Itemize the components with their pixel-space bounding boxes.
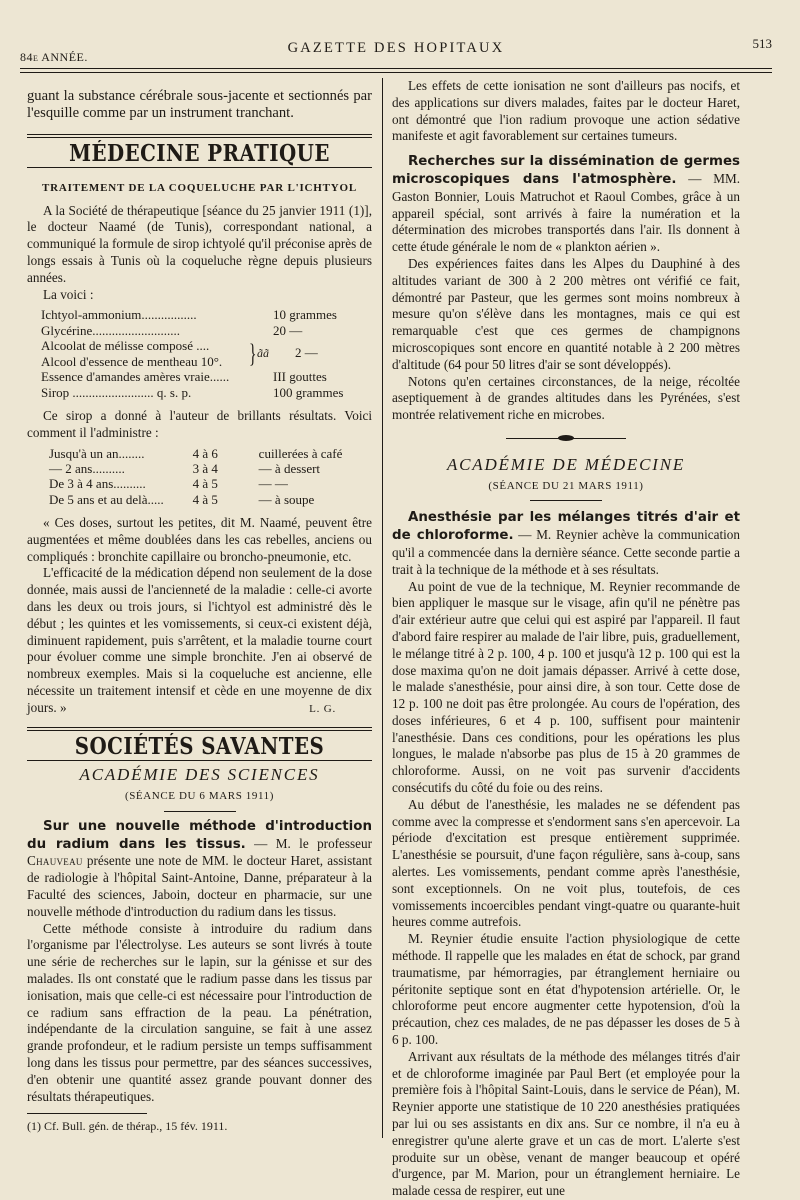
header-rule-thin bbox=[20, 72, 772, 73]
recipe-quantity: III gouttes bbox=[273, 369, 327, 385]
header-rule-thick bbox=[20, 68, 772, 69]
article-paragraph: « Ces doses, surtout les petites, dit M. Naamé, peuvent être augmentées et même doublées dans les cas rebelles, anciens ou compliqués : bronchite capillaire ou broncho-pneumonie, etc. bbox=[27, 515, 372, 564]
article-text: présente une note de MM. le docteur Haret, assistant de radiologie à l'hôpital Saint-Antoine, Danne, préparateur à la Faculté des sciences, Jaboin, docteur en pharmacie, sur une nouvelle méthode d'introduction du radium dans les tissus. bbox=[27, 853, 372, 919]
short-rule bbox=[164, 811, 236, 812]
article-text: — MM. Gaston Bonnier, Louis Matruchot et Raoul Combes, grâce à un appareil spécial, sont arrivés à faire la numération et la détermination des microbes transportés dans l'air. Ils donnent à cette étude générale le nom de « plankton aérien ». bbox=[392, 170, 740, 255]
dosage-unit: cuillerées à café bbox=[258, 445, 343, 461]
academy-heading-medecine: ACADÉMIE DE MÉDECINE bbox=[446, 454, 686, 474]
recipe-ingredient: Glycérine........................... bbox=[41, 322, 181, 338]
article-text: — M. Reynier achève la communication qu'il a commencée dans la dernière séance. Cette seconde partie a trait à la technique de la méthode et à ses résultats. bbox=[392, 527, 740, 577]
dosage-unit: — — bbox=[258, 476, 288, 492]
article-paragraph: Les effets de cette ionisation ne sont d'ailleurs pas nocifs, et des applications sur divers malades, faites par le docteur Haret, ont démontré que l'ion radium provoque une action sédative manifeste et agit favorablement sur certaines tumeurs. bbox=[392, 78, 740, 144]
recipe-row bbox=[41, 307, 372, 322]
article-paragraph bbox=[392, 153, 740, 256]
page-number: 513 bbox=[752, 36, 772, 51]
article-title-radium: Sur une nouvelle méthode d'introduction du radium dans les tissus. bbox=[27, 818, 372, 852]
recipe-quantity: 100 grammes bbox=[273, 384, 344, 400]
short-rule bbox=[530, 500, 602, 501]
seance-date: (SÉANCE DU 6 MARS 1911) bbox=[124, 790, 275, 803]
article-paragraph: Ce sirop a donné à l'auteur de brillants résultats. Voici comment il l'administre : bbox=[27, 407, 372, 440]
article-paragraph bbox=[392, 509, 740, 578]
recipe-row bbox=[41, 385, 372, 400]
section-rule bbox=[27, 727, 372, 731]
article-paragraph: Des expériences faites dans les Alpes du Dauphiné à des altitudes variant de 300 à 2 200 mètres ont vérifié ce fait, démontré par Pasteur, que les germes sont moins nombreux à mesure qu'on s'élève dans les montagnes, mais ce qui est remarquable c'est que ces germes de champignons microscopiques sont encore en quantité notable à 2 200 mètres d'altitude (64 pour 50 litres d'air se sont développés). bbox=[392, 255, 740, 372]
dosage-age: Jusqu'à un an........ bbox=[49, 445, 145, 461]
recipe-ingredient: Ichtyol-ammonium................. bbox=[41, 307, 197, 323]
dosage-amount: 4 à 6 bbox=[192, 445, 218, 461]
article-paragraph: Notons qu'en certaines circonstances, de la neige, récoltée aseptiquement à de grandes altitudes dans les Pyrénées, s'est montrée relativement riche en microbes. bbox=[392, 373, 740, 423]
article-paragraph: Cette méthode consiste à introduire du radium dans l'organisme par l'électrolyse. Les auteurs se sont livrés à toute une série de recherches sur le lapin, sur la génisse et sur des malades. Ils ont constaté que le radium passe dans les tissus par ionisation, mais que celle-ci est nécessaire pour l'introduction de ce radium sans effraction de la peau. La pénétration, indépendante de la circulation sanguine, se fait à une assez grande profondeur, et le radium persiste un temps suffisamment long dans les tissus pour permettre, par des séances successives, d'en obtenir une quantité assez grande pouvant donner des résultats thérapeutiques. bbox=[27, 920, 372, 1104]
recipe-ingredient: Essence d'amandes amères vraie...... bbox=[41, 369, 230, 385]
article-paragraph: A la Société de thérapeutique [séance du 25 janvier 1911 (1)], le docteur Naamé (de Tunis), correspondant national, a communiqué la formule de sirop ichtyolé qu'il préconise après de longs essais à Tunis où la coqueluche règne depuis plusieurs années. bbox=[27, 202, 372, 285]
recipe-dd: ãã bbox=[257, 346, 269, 361]
dosage-table bbox=[49, 446, 372, 508]
dosage-row bbox=[49, 446, 372, 461]
article-title-germes: Recherches sur la dissémination de germes microscopiques dans l'atmosphère. bbox=[392, 154, 740, 187]
section-title-societes-savantes: SOCIÉTÉS SAVANTES bbox=[74, 733, 325, 761]
recipe-ingredient: Alcoolat de mélisse composé .... bbox=[41, 338, 210, 354]
dosage-amount: 4 à 5 bbox=[192, 491, 218, 507]
author-signature: L. G. bbox=[309, 702, 336, 715]
article-title-anesthesie: Anesthésie par les mélanges titrés d'air et de chloroforme. bbox=[392, 510, 740, 544]
recipe-ingredient: Sirop ......................... q. s. p. bbox=[41, 384, 192, 400]
recipe-brace-group bbox=[41, 338, 372, 369]
year-label: 84e ANNÉE. bbox=[20, 50, 88, 64]
author-name: Chauveau bbox=[27, 853, 83, 869]
dosage-row bbox=[49, 492, 372, 507]
brace-symbol: } bbox=[249, 338, 257, 368]
section-rule bbox=[27, 134, 372, 138]
dosage-row bbox=[49, 476, 372, 491]
ornament-divider bbox=[392, 432, 740, 449]
seance-date: (SÉANCE DU 21 MARS 1911) bbox=[488, 479, 644, 492]
article-paragraph: L'efficacité de la médication dépend non seulement de la dose donnée, mais aussi de l'ancienneté de la maladie : celle-ci avorte dans les deux ou trois jours, si l'ichtyol est administré dès le début ; les quintes et les vomissements, si ceux-ci existent déjà, diminuent rapidement, puis s'arrêtent, et la maladie tourne court pour évoluer comme une simple bronchite. J'en ai observé de nombreux exemples. Mais si la coqueluche est ancienne, elle nécessite un traitement intensif et cède en une moyenne de dix jours. » bbox=[27, 565, 372, 715]
article-title-coqueluche: TRAITEMENT DE LA COQUELUCHE PAR L'ICHTYOL bbox=[41, 181, 358, 194]
article-paragraph: Au début de l'anesthésie, les malades ne se défendent pas comme avec la compresse et s'endorment sans s'en apercevoir. La période d'excitation est presque entièrement supprimée. L'anesthésie se poursuit, d'une façon régulière, sans à-coup, sans alertes. Les vomissements, pendant comme après l'anesthésie, sont exceptionnels. On ne voit plus, toutefois, de ces vomissements incoercibles pendant vingt-quatre ou quarante-huit heures comme autrefois. bbox=[392, 796, 740, 930]
dosage-row bbox=[49, 461, 372, 476]
recipe-formula bbox=[41, 307, 372, 400]
recipe-quantity: 2 — bbox=[295, 345, 318, 361]
dosage-age: — 2 ans.......... bbox=[49, 460, 125, 476]
dosage-amount: 4 à 5 bbox=[192, 476, 218, 492]
footnote: (1) Cf. Bull. gén. de thérap., 15 fév. 1911. bbox=[27, 1119, 228, 1134]
article-paragraph: M. Reynier étudie ensuite l'action physiologique de cette méthode. Il rappelle que les malades en état de schock, par grand traumatisme, par hémorragies, par étranglement herniaire ou péritonite septique sont en état d'hypotension artérielle. Or, le chloroforme peut encore augmenter cette hypotension, d'où la précaution, chez ces malades, de ne pas dépasser les doses de 5 à 6 p. 100. bbox=[392, 931, 740, 1048]
recipe-row bbox=[41, 323, 372, 338]
footnote-rule bbox=[27, 1113, 147, 1114]
dosage-age: De 3 à 4 ans.......... bbox=[49, 476, 146, 492]
dosage-unit: — à soupe bbox=[258, 491, 315, 507]
article-paragraph bbox=[27, 818, 372, 921]
article-paragraph: Au point de vue de la technique, M. Reynier recommande de bien appliquer le masque sur le visage, afin qu'il ne pénètre pas d'air extérieur autre que celui qui est aspiré par l'appareil. Il faut d'abord faire respirer au malade de l'air libre, puis, graduellement, le mélange titré à 2 p. 100, 4 p. 100 et jusqu'à 12 p. 100 qui est la dose maxima qu'on ne doit jamais dépasser. Arrivé à cette dose, le malade s'anesthésie, pour ainsi dire, à son tour. Cette dose de 12 p. 100 ne doit pas être prolongée. Au cours de l'opération, des doses inférieures, 6 et 4 p. 100, suffisent pour maintenir l'anesthésie. Dans ces conditions, pour les opérations les plus longues, le malade n'absorbe pas plus de 15 à 20 grammes de chloroforme. Aussi, on ne voit pas survenir d'accidents consécutifs du côté du foie ou des reins. bbox=[392, 578, 740, 796]
recipe-row bbox=[41, 369, 372, 384]
dosage-age: De 5 ans et au delà..... bbox=[49, 491, 164, 507]
dosage-unit: — à dessert bbox=[258, 460, 321, 476]
article-text: — M. le professeur bbox=[245, 835, 373, 851]
left-column bbox=[27, 80, 372, 1135]
recipe-quantity: 20 — bbox=[273, 322, 303, 338]
carry-over-text: guant la substance cérébrale sous-jacente et sectionnés par l'esquille comme par un instrument tranchant. bbox=[27, 88, 372, 121]
section-title-medecine-pratique: MÉDECINE PRATIQUE bbox=[69, 140, 330, 167]
recipe-quantity: 10 grammes bbox=[273, 307, 337, 323]
recipe-ingredient: Alcool d'essence de mentheau 10°. bbox=[41, 353, 223, 369]
academy-heading-sciences: ACADÉMIE DES SCIENCES bbox=[79, 765, 320, 785]
right-column bbox=[392, 80, 740, 1200]
page-header bbox=[20, 36, 772, 62]
dosage-amount: 3 à 4 bbox=[192, 460, 218, 476]
journal-title: GAZETTE DES HOPITAUX bbox=[287, 40, 505, 56]
column-divider bbox=[382, 78, 383, 1138]
article-paragraph: Arrivant aux résultats de la méthode des mélanges titrés d'air et de chloroforme imaginée par Paul Bert (et employée pour la première fois à l'hôpital Saint-Louis, dans le service de Péan), M. Reynier apporte une statistique de 10 220 anesthésies pratiquées par lui ou ses assistants en dix ans. Sur ce nombre, il n'a eu à enregistrer qu'une alerte grave et un cas de mort. L'alerte s'est produite sur un obèse, venant de manger beaucoup et opéré d'urgence, par M. Marion, pour un étranglement herniaire. Le malade cessa de respirer, eut une bbox=[392, 1048, 740, 1199]
article-paragraph: La voici : bbox=[43, 286, 94, 302]
